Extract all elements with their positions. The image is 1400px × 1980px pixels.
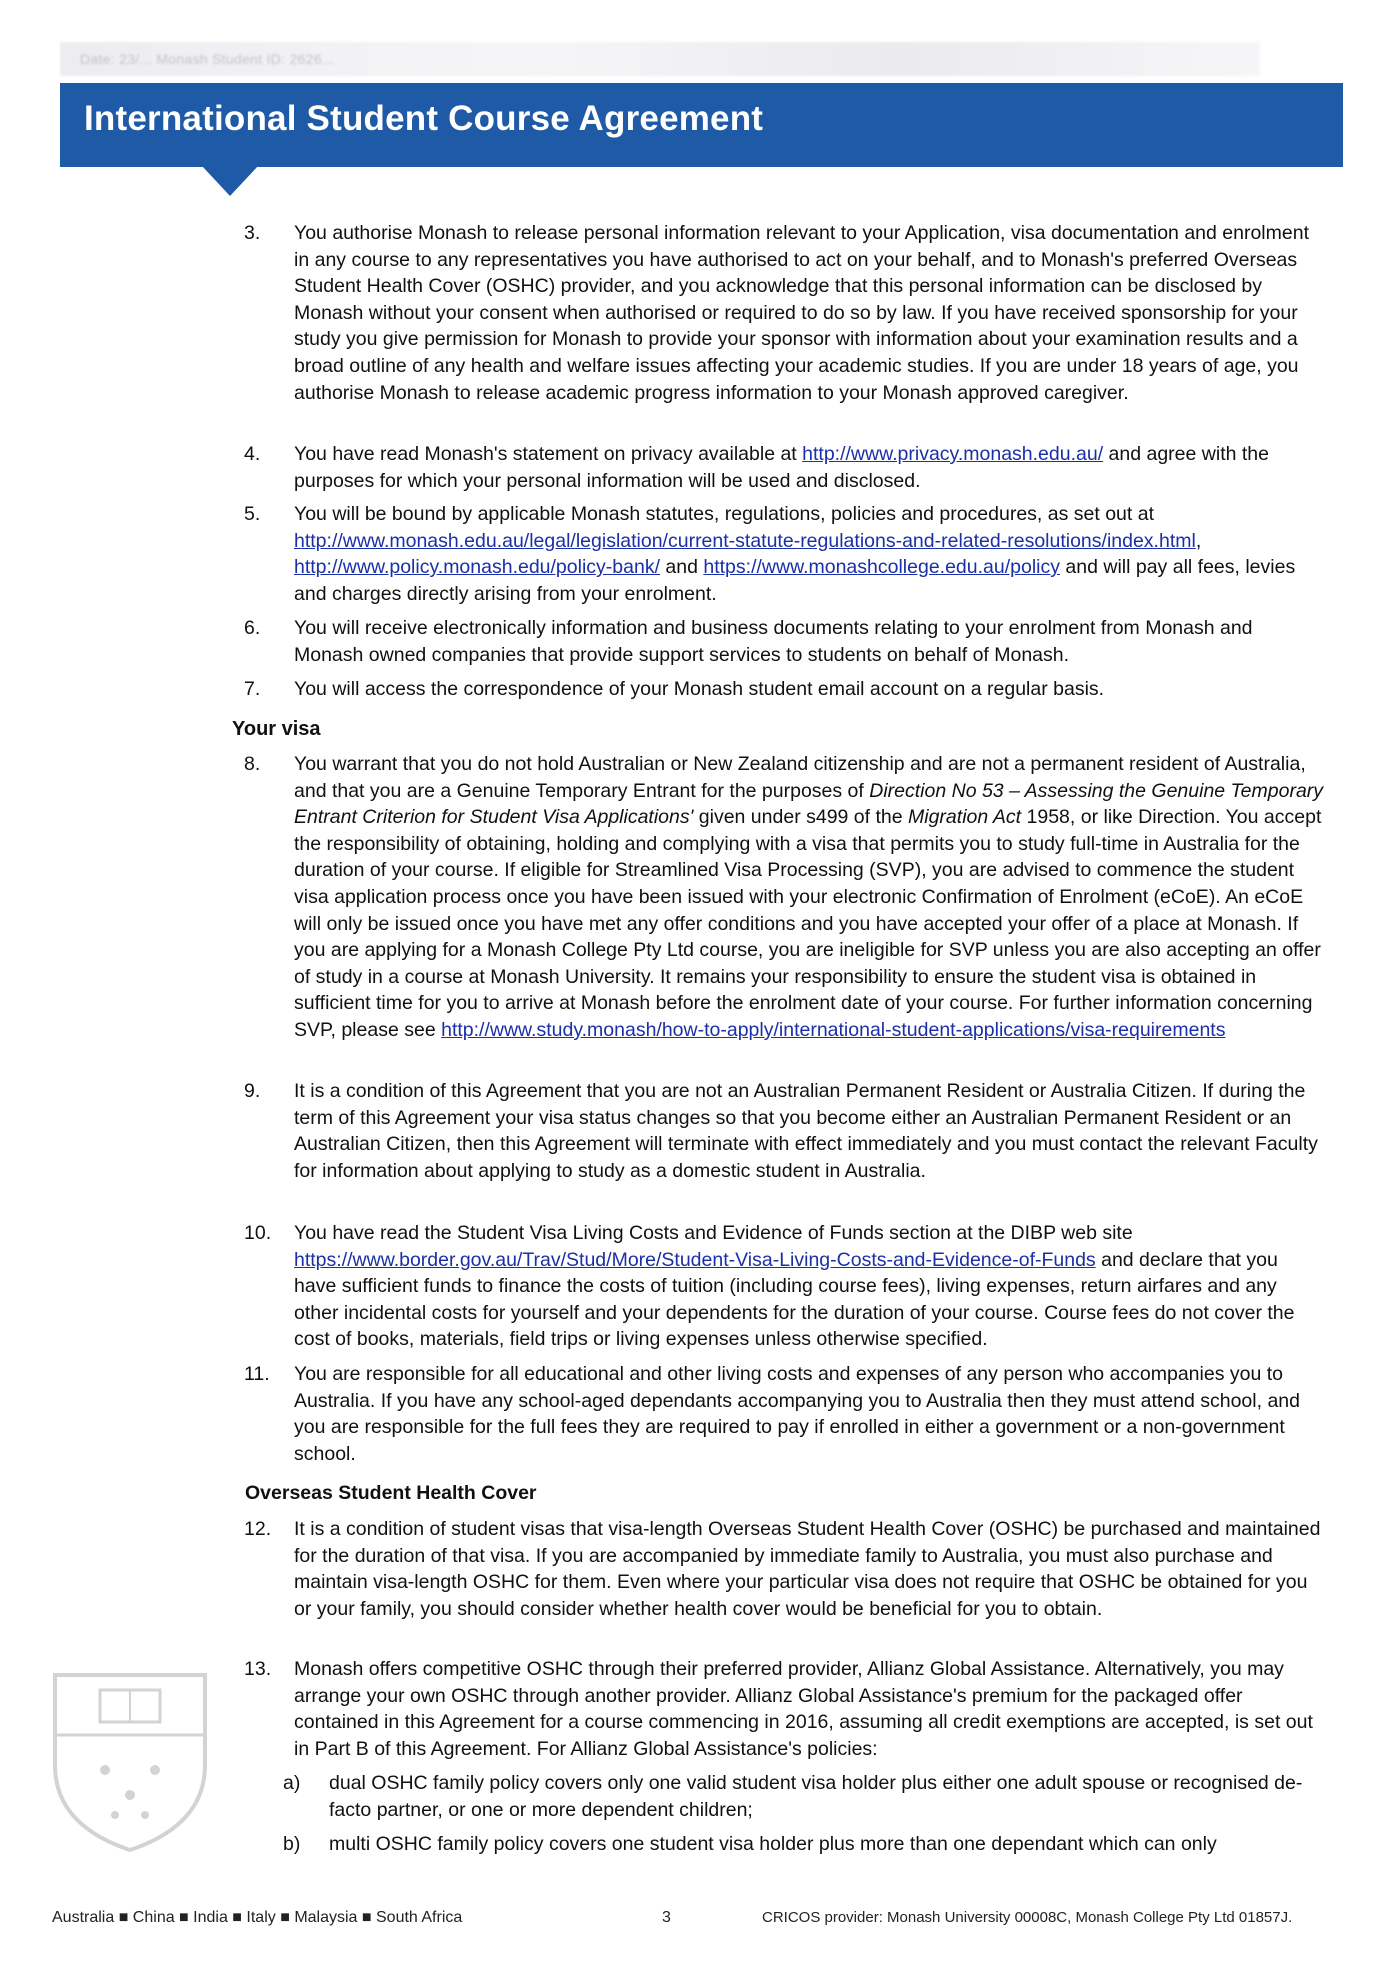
hyperlink[interactable]: http://www.monash.edu.au/legal/legislation/current-statute-regulations-and-related-resolutions/index.html xyxy=(294,529,1196,552)
section-heading-your-visa: Your visa xyxy=(232,718,321,740)
item-text: You authorise Monash to release personal information relevant to your Application, visa documentation and enrolment in any course to any representatives you have authorised to act on your behalf, and to Monash's preferred Overseas Student Health Cover (OSHC) provider, and you acknowledge that this personal information can be disclosed by Monash without your consent when authorised or required to do so by law. If you have received sponsorship for your study you give permission for Monash to provide your sponsor with information about your examination results and a broad outline of any health and welfare issues affecting your academic studies. If you are under 18 years of age, you authorise Monash to release academic progress information to your Monash approved caregiver. xyxy=(294,222,1309,404)
item-number: 7. xyxy=(244,678,261,700)
item-text: Monash offers competitive OSHC through their preferred provider, Allianz Global Assistance. Alternatively, you may arrange your own OSHC through another provider. Allianz Global Assistance's premium for the packaged offer contained in this Agreement for a course commencing in 2016, assuming all credit exemptions are accepted, is set out in Part B of this Agreement. For Allianz Global Assistance's policies: xyxy=(294,1658,1313,1760)
monash-crest-watermark-icon xyxy=(45,1655,215,1855)
item-text: You will receive electronically information and business documents relating to your enrolment from Monash and Monash owned companies that provide support services to students on behalf of Monash. xyxy=(294,617,1253,666)
item-number: 11. xyxy=(244,1363,270,1385)
hyperlink[interactable]: http://www.study.monash/how-to-apply/international-student-applications/visa-requirements xyxy=(441,1018,1226,1041)
footer-page-number: 3 xyxy=(662,1909,671,1926)
item-text: You are responsible for all educational and other living costs and expenses of any person who accompanies you to Australia. If you have any school-aged dependants accompanying you to Australia then they must attend school, and you are responsible for the full fees they are required to pay if enrolled in either a government or a non-government school. xyxy=(294,1363,1300,1465)
item-number: 12. xyxy=(244,1518,272,1540)
sub-item-letter: a) xyxy=(283,1772,301,1794)
hyperlink[interactable]: https://www.border.gov.au/Trav/Stud/More/Student-Visa-Living-Costs-and-Evidence-of-Funds xyxy=(294,1248,1096,1271)
item-number: 10. xyxy=(244,1222,272,1244)
blurred-header-text: Date: 23/... Monash Student ID: 2626... xyxy=(80,51,335,67)
item-text: You have read the Student Visa Living Costs and Evidence of Funds section at the DIBP web site https://www.border.gov.au/Trav/Stud/More/Student-Visa-Living-Costs-and-Evidence-of-Funds and declare that you have sufficient funds to finance the costs of tuition (including course fees), living expenses, return airfares and any other incidental costs for yourself and your dependents for the duration of your course. Course fees do not cover the cost of books, materials, field trips or living expenses unless otherwise specified. xyxy=(294,1222,1295,1351)
footer-cricos: CRICOS provider: Monash University 00008C, Monash College Pty Ltd 01857J. xyxy=(762,1909,1293,1926)
item-number: 9. xyxy=(244,1080,261,1102)
item-text: You warrant that you do not hold Australian or New Zealand citizenship and are not a permanent resident of Australia, and that you are a Genuine Temporary Entrant for the purposes of Direction No 53 – Assessing the Genuine Temporary Entrant Criterion for Student Visa Applications' given under s499 of the Migration Act 1958, or like Direction. You accept the responsibility of obtaining, holding and complying with a visa that permits you to study full-time in Australia for the duration of your course. If eligible for Streamlined Visa Processing (SVP), you are advised to commence the student visa application process once you have been issued with your electronic Confirmation of Enrolment (eCoE). An eCoE will only be issued once you have met any offer conditions and you have accepted your offer of a place at Monash. If you are applying for a Monash College Pty Ltd course, you are ineligible for SVP unless you are also accepting an offer of study in a course at Monash University. It remains your responsibility to ensure the student visa is obtained in sufficient time for you to arrive at Monash before the enrolment date of your course. For further information concerning SVP, please see http://www.study.monash/how-to-apply/international-student-applications/visa-requirements xyxy=(294,753,1324,1041)
hyperlink[interactable]: https://www.monashcollege.edu.au/policy xyxy=(703,556,1060,579)
item-number: 3. xyxy=(244,222,261,244)
sub-item-text: multi OSHC family policy covers one student visa holder plus more than one dependant which can only xyxy=(329,1833,1217,1855)
page-title: International Student Course Agreement xyxy=(84,99,764,138)
item-number: 4. xyxy=(244,443,261,465)
item-number: 5. xyxy=(244,503,261,525)
item-text: It is a condition of this Agreement that you are not an Australian Permanent Resident or Australia Citizen. If during the term of this Agreement your visa status changes so that you become either an Australian Permanent Resident or an Australian Citizen, then this Agreement will terminate with effect immediately and you must contact the relevant Faculty for information about applying to study as a domestic student in Australia. xyxy=(294,1080,1318,1182)
blurred-header-bar xyxy=(60,42,1260,76)
footer-countries: Australia ■ China ■ India ■ Italy ■ Malaysia ■ South Africa xyxy=(52,1909,463,1926)
banner-notch xyxy=(202,166,258,196)
item-number: 8. xyxy=(244,753,261,775)
hyperlink[interactable]: http://www.privacy.monash.edu.au/ xyxy=(802,443,1104,465)
item-text: You will be bound by applicable Monash statutes, regulations, policies and procedures, as set out at http://www.monash.edu.au/legal/legislation/current-statute-regulations-and-related-resolutions/index.html, http://www.policy.monash.edu/policy-bank/ and https://www.monashcollege.edu.au/policy and will pay all fees, levies and charges directly arising from your enrolment. xyxy=(294,503,1296,605)
sub-item-text: dual OSHC family policy covers only one valid student visa holder plus either one adult spouse or recognised de-facto partner, or one or more dependent children; xyxy=(329,1772,1303,1821)
section-heading-oshc: Overseas Student Health Cover xyxy=(245,1482,537,1504)
sub-item-letter: b) xyxy=(283,1833,301,1855)
item-number: 13. xyxy=(244,1658,272,1680)
hyperlink[interactable]: http://www.policy.monash.edu/policy-bank/ xyxy=(294,556,660,579)
item-text: You have read Monash's statement on privacy available at http://www.privacy.monash.edu.au/ and agree with the purposes for which your personal information will be used and disclosed. xyxy=(294,443,1269,492)
item-text: You will access the correspondence of your Monash student email account on a regular basis. xyxy=(294,678,1105,700)
item-text: It is a condition of student visas that visa-length Overseas Student Health Cover (OSHC) be purchased and maintained for the duration of that visa. If you are accompanied by immediate family to Australia, you must also purchase and maintain visa-length OSHC for them. Even where your particular visa does not require that OSHC be obtained for you or your family, you should consider whether health cover would be beneficial for you to obtain. xyxy=(294,1518,1321,1620)
item-number: 6. xyxy=(244,617,261,639)
